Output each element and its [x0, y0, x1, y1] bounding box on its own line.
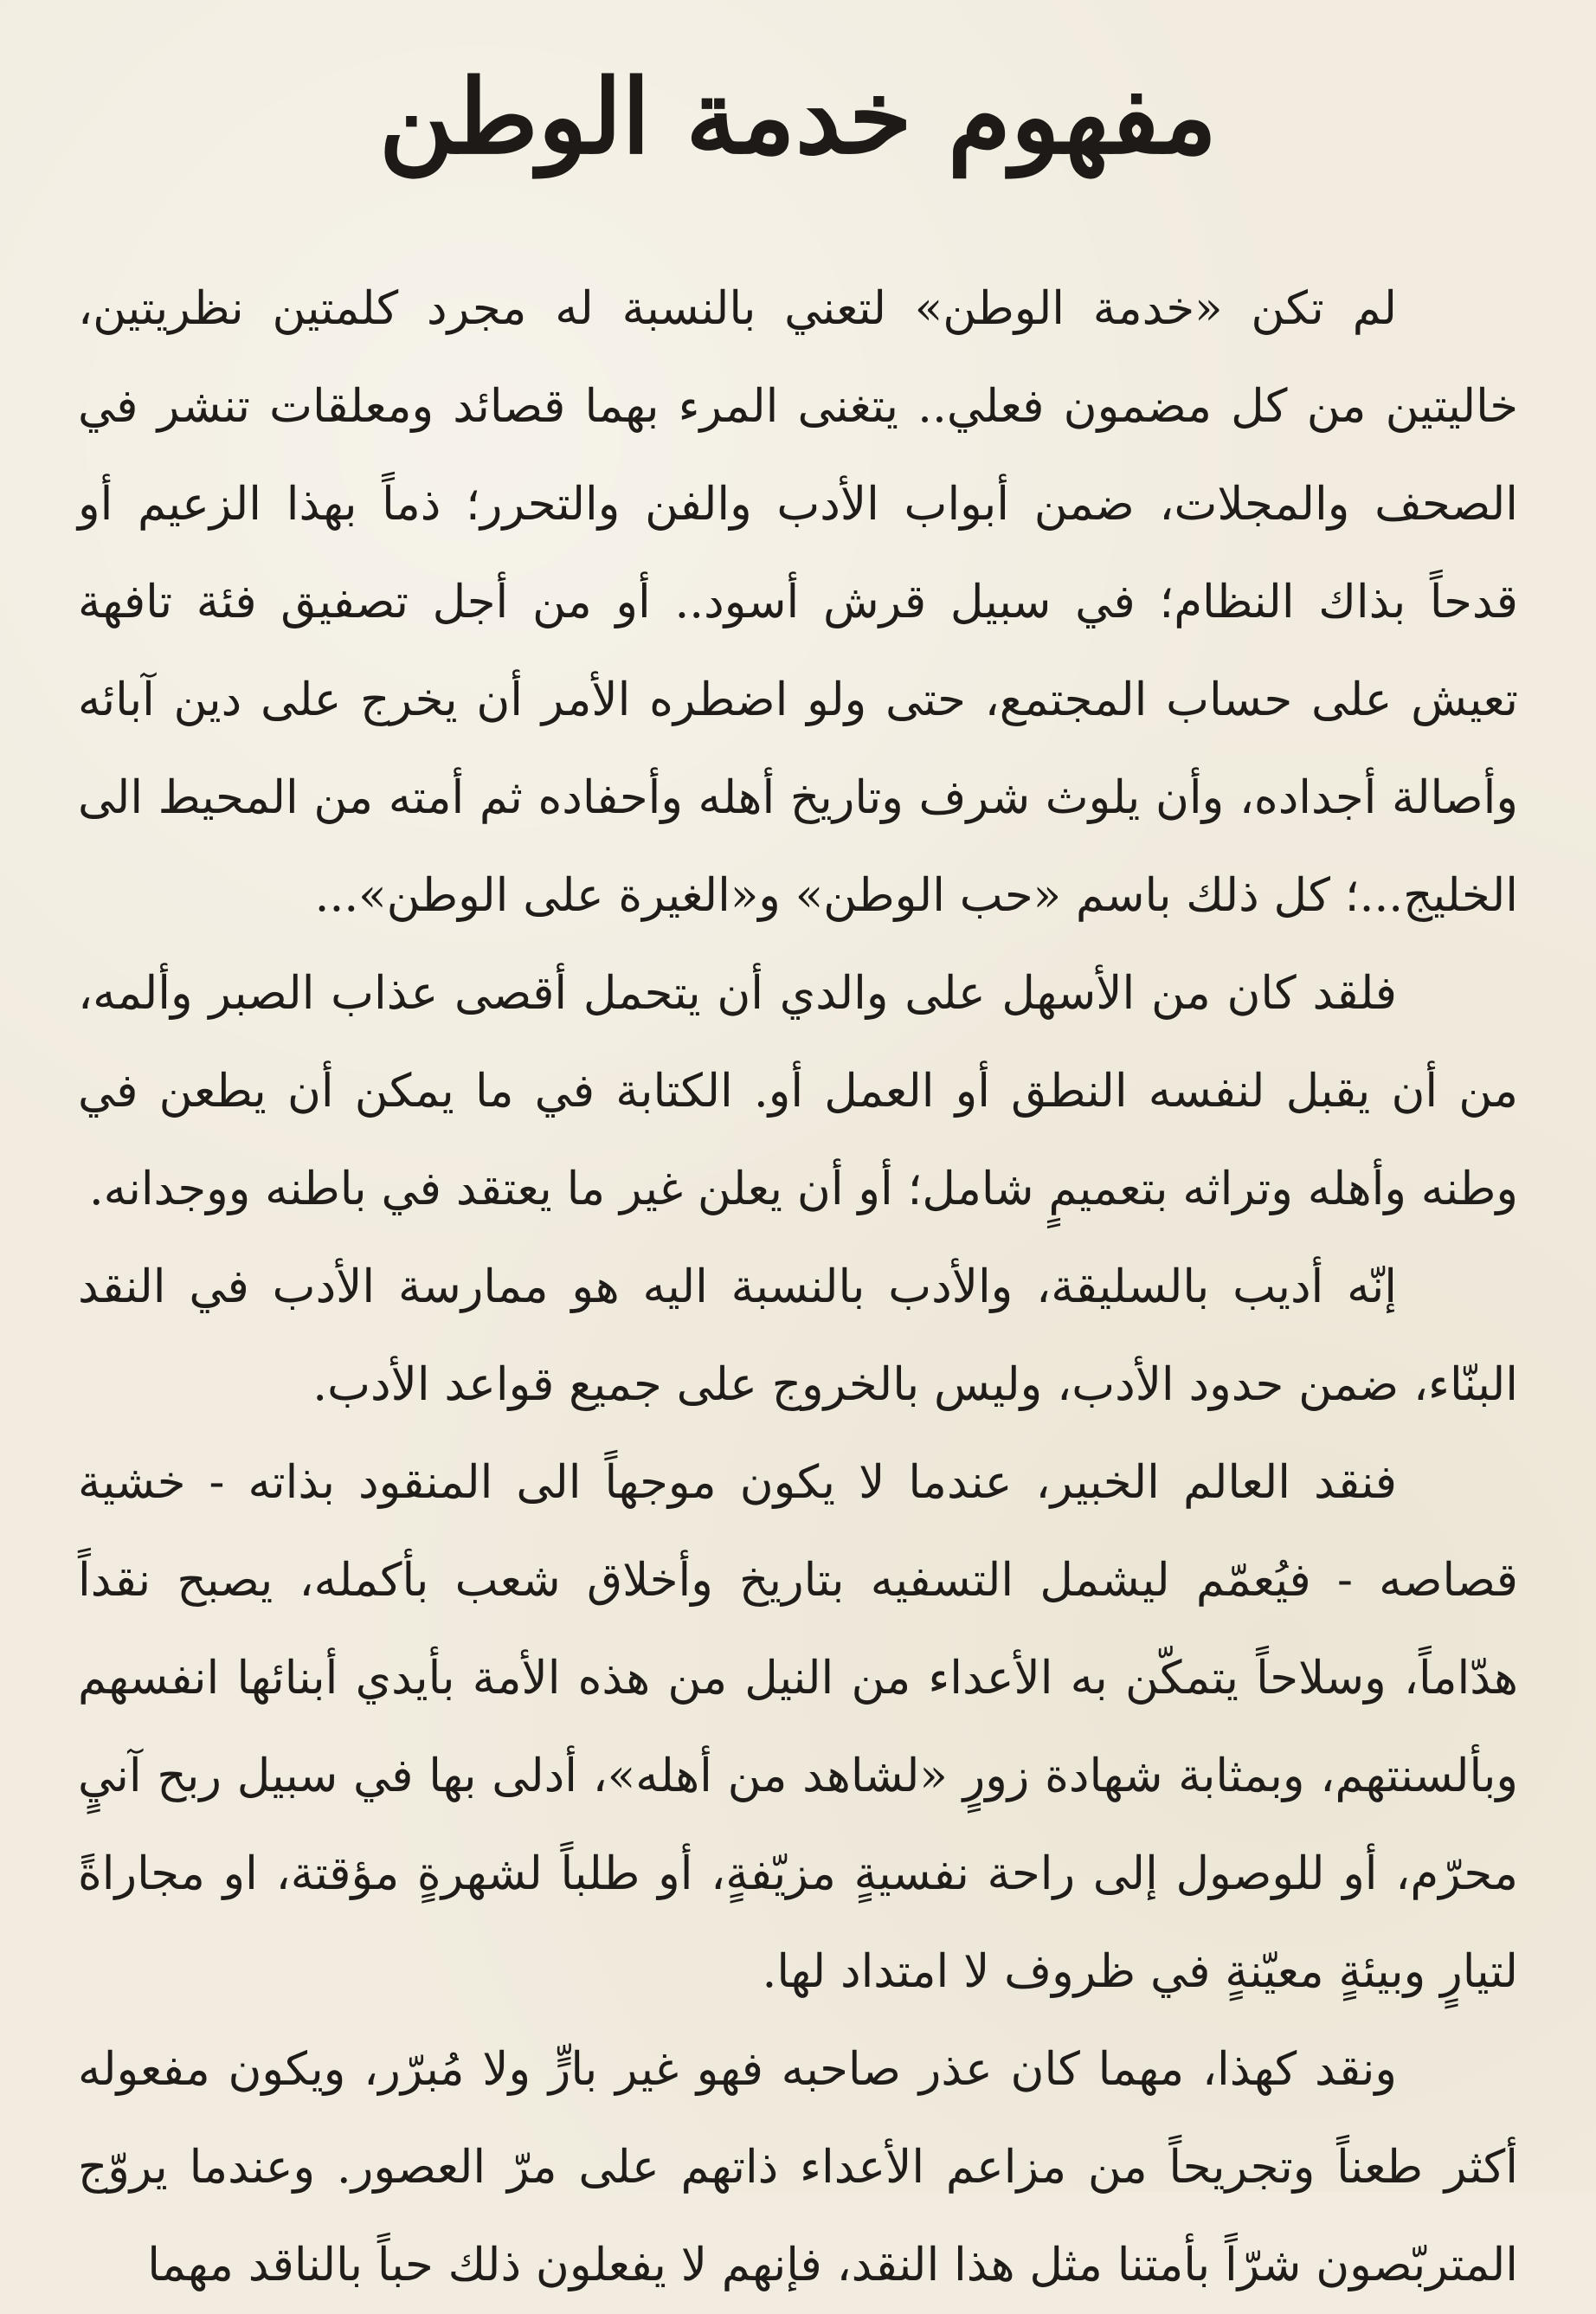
paragraph-1: لم تكن «خدمة الوطن» لتعني بالنسبة له مجرد كلمتين نظريتين، خاليتين من كل مضمون فعلي.. يتغنى المرء بهما قصائد ومعلقات تنشر في الصحف والمجلات، ضمن أبواب الأدب والفن والتحرر؛ ذماً بهذا الزعيم أو قدحاً بذاك النظام؛ في سبيل قرش أسود.. أو من أجل تصفيق فئة تافهة تعيش على حساب المجتمع، حتى ولو اضطره الأمر أن يخرج على دين آبائه وأصالة أجداده، وأن يلوث شرف وتاريخ أهله وأحفاده ثم أمته من المحيط الى الخليج...؛ كل ذلك باسم «حب الوطن» و«الغيرة على الوطن»... [78, 282, 1518, 922]
article-body [78, 260, 1518, 2314]
paragraph-4: فنقد العالم الخبير، عندما لا يكون موجهاً الى المنقود بذاته - خشية قصاصه - فيُعمّم ليشمل التسفيه بتاريخ وأخلاق شعب بأكمله، يصبح نقداً هدّاماً، وسلاحاً يتمكّن به الأعداء من النيل من هذه الأمة بأيدي أبنائها انفسهم وبألسنتهم، وبمثابة شهادة زورٍ «لشاهد من أهله»، أدلى بها في سبيل ربح آنيٍ محرّم، أو للوصول إلى راحة نفسيةٍ مزيّفةٍ، أو طلباً لشهرةٍ مؤقتة، او مجاراةً لتيارٍ وبيئةٍ معيّنةٍ في ظروف لا امتداد لها. [78, 1456, 1518, 1998]
paragraph-3: إنّه أديب بالسليقة، والأدب بالنسبة اليه هو ممارسة الأدب في النقد البنّاء، ضمن حدود الأدب، وليس بالخروج على جميع قواعد الأدب. [78, 1260, 1518, 1411]
paragraph-5: ونقد كهذا، مهما كان عذر صاحبه فهو غير بارٍّ ولا مُبرّر، ويكون مفعوله أكثر طعناً وتجريحاً من مزاعم الأعداء ذاتهم على مرّ العصور. وعندما يروّج المتربّصون شرّاً بأمتنا مثل هذا النقد، فإنهم لا يفعلون ذلك حباً بالناقد مهما [78, 2043, 1518, 2291]
paragraph-2: فلقد كان من الأسهل على والدي أن يتحمل أقصى عذاب الصبر وألمه، من أن يقبل لنفسه النطق أو العمل أو. الكتابة في ما يمكن أن يطعن في وطنه وأهله وتراثه بتعميمٍ شامل؛ أو أن يعلن غير ما يعتقد في باطنه ووجدانه. [78, 967, 1518, 1215]
page-title: مفهوم خدمة الوطن [378, 56, 1218, 177]
